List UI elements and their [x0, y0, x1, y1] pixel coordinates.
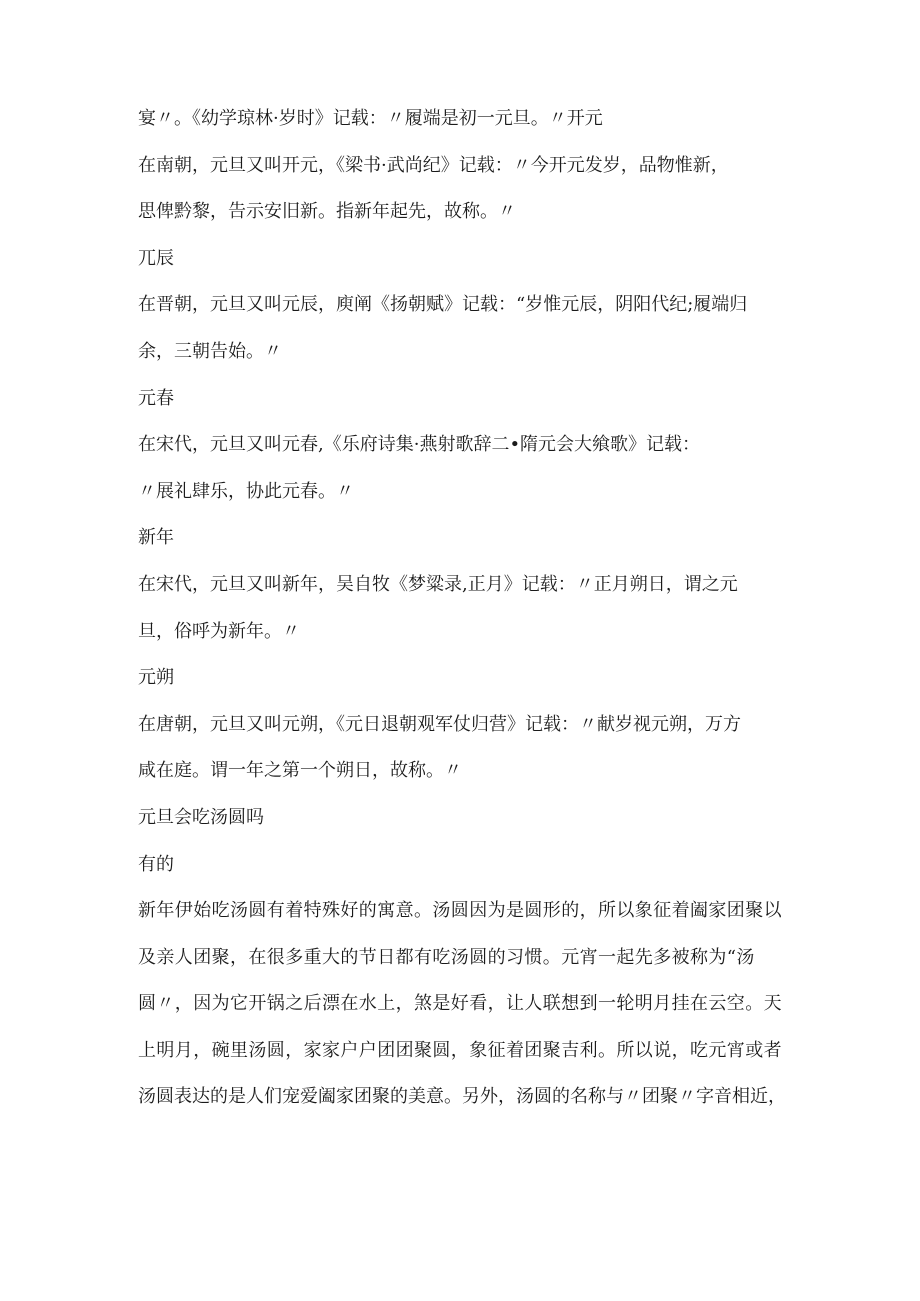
text-line-3: 思俾黔黎，告示安旧新。指新年起先，故称。〃 [138, 201, 516, 223]
text-line-1: 宴〃。《幼学琼林·岁时》记载：〃履端是初一元旦。〃开元 [138, 108, 603, 129]
text-line-22: 汤圆表达的是人们宠爱阖家团聚的美意。另外，汤圆的名称与〃团聚〃字音相近， [138, 1086, 786, 1108]
section-heading-yuanshuo: 元朔 [138, 667, 174, 689]
text-line-11: 在宋代，元旦又叫新年，吴自牧《梦粱录,正月》记载：〃正月朔日，谓之元 [138, 573, 738, 595]
section-heading-xinnian: 新年 [138, 527, 174, 549]
text-line-15: 咸在庭。谓一年之第一个朔日，故称。〃 [138, 760, 462, 782]
text-line-8: 在宋代，元旦又叫元春,《乐府诗集·燕射歌辞二•隋元会大飨歌》记载： [138, 434, 701, 456]
text-line-9: 〃展礼肆乐，协此元春。〃 [138, 480, 354, 502]
text-line-12: 旦，俗呼为新年。〃 [138, 620, 300, 642]
text-line-6: 余，三朝告始。〃 [138, 340, 282, 362]
text-line-5: 在晋朝，元旦又叫元辰，庾阐《扬朝赋》记载：“岁惟元辰，阴阳代纪;履端归 [138, 294, 748, 316]
answer-line: 有的 [138, 853, 174, 875]
text-line-20: 圆〃，因为它开锅之后漂在水上，煞是好看，让人联想到一轮明月挂在云空。天 [138, 993, 782, 1015]
text-line-18: 新年伊始吃汤圆有着特殊好的寓意。汤圆因为是圆形的，所以象征着阖家团聚以 [138, 900, 782, 922]
section-heading-yuanchun: 元春 [138, 387, 174, 409]
section-heading-tangyuan: 元旦会吃汤圆吗 [138, 806, 264, 828]
text-line-2: 在南朝，元旦又叫开元，《梁书·武尚纪》记载：〃今开元发岁，品物惟新， [138, 154, 729, 176]
section-heading-yuanchen: 兀辰 [138, 247, 174, 269]
text-line-21: 上明月，碗里汤圆，家家户户团团聚圆，象征着团聚吉利。所以说，吃元宵或者 [138, 1039, 782, 1061]
text-line-19: 及亲人团聚，在很多重大的节日都有吃汤圆的习惯。元宵一起先多被称为“汤 [138, 946, 755, 968]
document-body [138, 96, 798, 1121]
text-line-14: 在唐朝，元旦又叫元朔，《元日退朝观军仗归营》记载：〃献岁视元朔，万方 [138, 713, 741, 735]
